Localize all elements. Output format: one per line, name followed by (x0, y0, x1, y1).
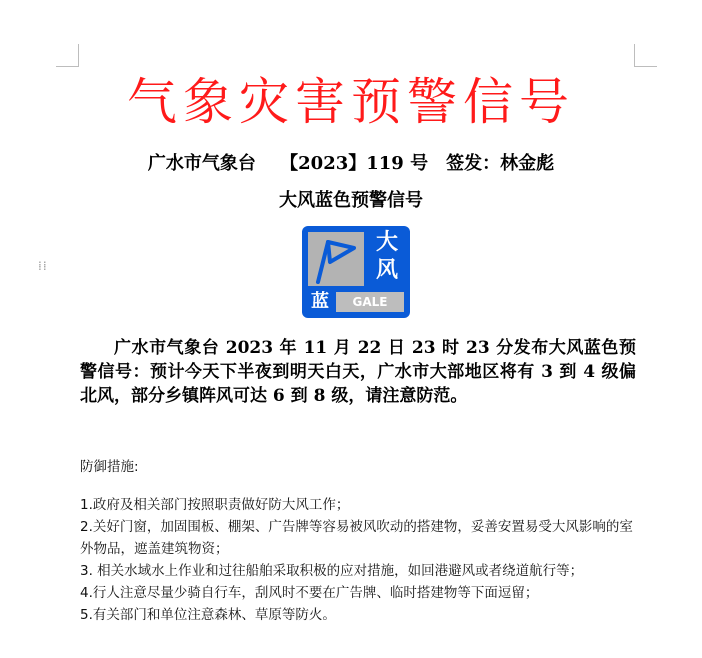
margin-corner-mark (634, 44, 657, 67)
document-title: 气象灾害预警信号 (127, 73, 575, 131)
wind-flag-icon (308, 232, 364, 286)
icon-char-top: 大 (375, 230, 398, 255)
icon-english-label: GALE (336, 292, 404, 312)
drag-handle-icon[interactable]: ⁞⁞ (38, 259, 48, 273)
margin-corner-mark (56, 44, 79, 67)
measure-item: 5.有关部门和单位注意森林、草原等防火。 (80, 607, 336, 623)
icon-char-bottom: 风 (375, 258, 398, 283)
measure-item: 4.行人注意尽量少骑自行车，刮风时不要在广告牌、临时搭建物等下面逗留； (80, 585, 539, 601)
measures-heading: 防御措施: (80, 459, 139, 475)
warning-body-text: 广水市气象台 2023 年 11 月 22 日 23 时 23 分发布大风蓝色预警信号：预计今天下半夜到明天白天，广水市大部地区将有 3 到 4 级偏北风，部分乡镇阵风可达 6 到 8 级，请注意防范。 (80, 338, 636, 406)
wind-flag-panel (308, 232, 364, 286)
measure-item: 1.政府及相关部门按照职责做好防大风工作； (80, 497, 350, 513)
measure-item: 2.关好门窗，加固围板、棚架、广告牌等容易被风吹动的搭建物，妥善安置易受大风影响的室外物品，遮盖建筑物资； (80, 519, 633, 557)
issuer-line: 广水市气象台 【2023】119 号 签发：林金彪 (147, 153, 555, 174)
defense-measures (80, 456, 640, 626)
icon-color-label: 蓝 (311, 291, 329, 312)
warning-subtitle: 大风蓝色预警信号 (279, 190, 423, 211)
measure-item: 3. 相关水域水上作业和过往船舶采取积极的应对措施，如回港避风或者绕道航行等； (80, 563, 584, 579)
gale-blue-warning-icon (302, 226, 410, 318)
